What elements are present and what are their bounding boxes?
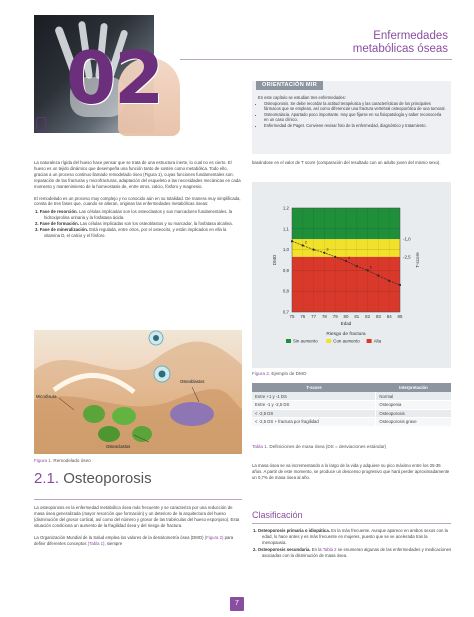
legend-swatch [286,339,291,343]
legend-swatch [326,339,331,343]
y-tick-label: 0,9 [282,267,289,273]
paragraph: La naturaleza rígida del hueso hace pensar que se trata de una estructura inerte, lo cual no es cierto. El hueso es un tejido dinámico que desempeña una función tanto de sostén como metabólica. Todo ello, gracias a un proceso continuo llamado remodelado óseo (Figura 1), cuyas funciones fundamentales son: reparación de las fracturas y microfracturas, adaptación del esqueleto a las necesidades mecánicas en cada momento y mantenimiento de la homeostasis de, entre otros, calcio, fósforo y magnesio. [34,160,241,189]
point-label: 4 [348,256,351,261]
caption-text: Remodelado óseo [53,458,91,463]
table-ref: (Tabla 1) [87,540,105,546]
table-row [252,392,451,401]
table-ref: Tabla 2 [322,546,337,552]
section-body [34,505,242,546]
page-number: 7 [230,597,244,611]
title-divider [180,59,452,60]
figure-ref: (Figura 2) [204,534,224,540]
y-tick-label: 1,0 [282,247,289,253]
y-tick-label: 0,7 [282,309,289,315]
section-heading [34,470,152,488]
text: para definir diferentes conceptos [34,534,234,546]
text: , siempre [104,540,123,546]
x-tick-label: 75 [289,314,295,319]
caption-label: Figura 2. [252,371,271,376]
y2-axis-label: T-score [415,252,420,268]
label-osteoclastos: Osteoclastos [106,444,131,449]
legend-label: Alta [373,338,382,344]
legend-title: Riesgo de fractura [326,332,366,337]
label-osteoblastos: Osteoblastos [180,379,205,384]
classification-divider [252,523,451,524]
data-point [334,256,336,258]
y2-tick-label: -1,0 [403,236,411,242]
x-tick-label: 76 [300,314,306,319]
point-label: 2 [304,240,307,245]
orientation-item: • Enfermedad de Paget. Conviene revisar foto de la enfermedad, diagnóstico y tratamiento. [264,123,446,129]
x-tick-label: 81 [354,314,360,319]
chapter-number: 02 [66,36,163,120]
x-tick-label: 79 [332,314,338,319]
table-cell: Osteopenia [376,401,451,410]
item-name: Osteoporosis secundaria. [257,546,311,552]
x-axis-label: Edad [340,321,352,326]
right-column-intro: basándose en el valor de T score (comparación del resultado con un adulto joven del mismo sexo). [252,160,441,165]
y-axis-label: DMO [272,254,277,266]
chapter-title-line2: metabólicas óseas [352,43,448,55]
orientation-intro: En este capítulo se estudian tres enfermedades: [258,95,346,100]
table-cell: Normal [376,392,451,401]
item-number: 1. [253,528,257,533]
legend-label: Con aumento [333,338,360,344]
classification-list [252,528,452,559]
figure-bone-remodeling [34,330,242,454]
item-name: Osteoporosis primaria o idiopática. [257,528,330,533]
phase-item [34,227,242,239]
y2-tick-label: -2,5 [403,254,411,260]
classification-item [252,547,452,559]
paragraph: La masa ósea se va incrementando a lo largo de la vida y adquiere su pico máximo entre los 25-35 años. A partir de este momento, se produce un descenso progresivo que hará perder aproximadamente un 0,7% de masa ósea al año. [252,463,450,480]
data-point [291,240,293,242]
table-cell: Osteoporosis grave [376,418,451,427]
item-text: se enumeran algunas de las enfermedades y medicaciones asociadas con la disminución de masa ósea. [262,546,452,558]
point-label: 5 [369,265,372,270]
data-point [313,249,315,251]
data-point [377,275,379,277]
chapter-title-line1: Enfermedades [373,30,448,42]
caption-text: Ejemplo de DMO [271,371,307,376]
section-divider [34,499,242,500]
caption-label: Figura 1. [34,458,53,463]
classification-item [252,528,452,546]
x-tick-label: 77 [311,314,317,319]
orientation-body [258,95,446,128]
table-cell: Entre +1 y -1 DS [252,392,376,401]
dmo-chart [252,182,451,368]
orientation-item: • Osteoporosis. Se debe recordar la actitud terapéutica y las características de los principales fármacos que se emplean, así como diferenciar una fractura vertebral osteoporótica de una tumoral. [264,101,446,112]
mobile-icon [36,117,46,131]
x-tick-label: 82 [365,314,371,319]
phase-name: Fase de formación. [39,221,79,227]
table1-caption [252,444,386,450]
item-text: En la [311,546,323,552]
phase-text: Las células implicadas son los osteoblastos y su marcador, la fosfatasa alcalina. [80,221,233,227]
table-cell: Entre -1 y -2,5 DS [252,401,376,410]
legend-label: Sin aumento [293,338,318,344]
text: La Organización Mundial de la Salud emplea los valores de la densitometría ósea (DMO) [34,534,205,540]
data-point [345,260,347,262]
data-point [323,252,325,254]
phase-name: Fase de resorción. [39,209,78,215]
x-tick-label: 84 [386,314,392,319]
remodeling-illustration [34,330,242,454]
phase-text: Está regulada, entre otros, por el osteocito, y están implicados en ella la vitamina D, el calcio y el fósforo. [44,227,227,238]
chapter-title [353,30,448,56]
table-row [252,409,451,418]
table-row [252,401,451,410]
x-tick-label: 83 [375,314,381,319]
left-column [34,160,242,239]
table-cell: < -2,5 DS [252,409,376,418]
legend-swatch [367,339,372,343]
table-header: Interpretación [376,383,451,392]
paragraph [34,535,242,547]
item-text: Es la más frecuente. Aunque aparece en ambos sexos con la edad, lo hace antes y es más frecuente en mujeres, puesto que se ve acelerada tras la menopausia. [262,528,448,545]
data-point [367,269,369,271]
y-tick-label: 1,2 [282,205,289,211]
y-tick-label: 1,1 [282,226,289,232]
data-point [356,265,358,267]
phase-number: 3. [35,227,39,233]
section-number: 2.1. [34,470,60,487]
label-microfisura: Microfisura [36,394,57,399]
phase-name: Fase de mineralización. [39,227,89,233]
item-number: 2. [253,546,257,552]
table-row [252,418,451,427]
x-tick-label: 80 [343,314,349,319]
x-tick-label: 85 [397,314,403,319]
y-tick-label: 0,8 [282,288,289,294]
phase-item [34,209,242,221]
table-cell: < -2,5 DS + fractura por fragilidad [252,418,376,427]
data-point [302,244,304,246]
classification-heading: Clasificación [252,510,303,520]
caption-label: Tabla 1. [252,444,269,449]
table-header: T-score [252,383,376,392]
phase-text: Las células implicadas son los osteoclastos y sus marcadores fundamentales, la hidroxiprolina urinaria y la fosfatasa ácida. [44,209,233,221]
orientation-heading: ORIENTACIÓN MIR [256,81,323,90]
point-label: 3 [326,247,329,252]
phase-number: 2. [35,221,39,227]
table-cell: Osteoporosis [376,409,451,418]
data-point [399,284,401,286]
section-title: Osteoporosis [63,470,152,487]
phase-number: 1. [35,209,39,215]
orientation-item: • Osteomalacia. Apartado poco importante. Hay que fijarse en su fisiopatología y saber reconocerla en un caso clínico. [264,112,446,123]
paragraph: El remodelado es un proceso muy complejo y no conocido aún en su totalidad. De manera muy simplificada, consta de tres fases que, cuando se alteran, originan las enfermedades metabólicas óseas: [34,195,241,207]
x-tick-label: 78 [321,314,327,319]
caption-text: Definiciones de masa ósea (DS = desviaciones estándar) [269,444,387,449]
figure2-caption [252,371,306,377]
tscore-table [252,383,451,427]
figure1-caption [34,458,91,464]
data-point [388,280,390,282]
paragraph: La osteoporosis es la enfermedad metabólica ósea más frecuente y se caracteriza por una reducción de masa ósea generalizada (mayor resorción que formación) y un deterioro de la arquitectura del hueso (disminución del grosor cortical, así como del número y grosor de las trabéculas del hueso esponjoso). Esta situación condiciona un aumento de la fragilidad ósea y del riesgo de fractura. [34,505,240,528]
